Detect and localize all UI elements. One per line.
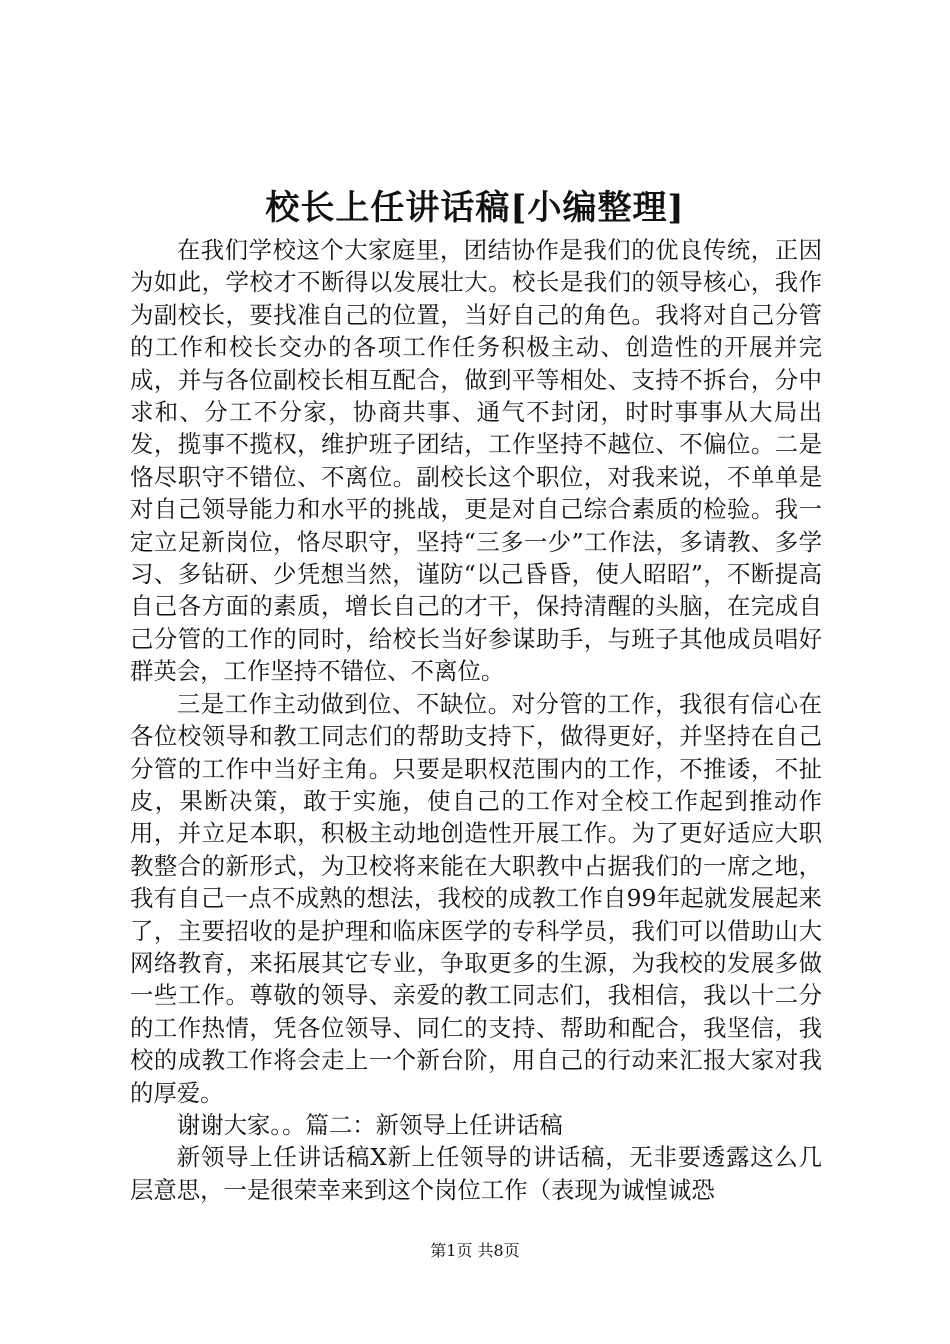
paragraph-1: 在我们学校这个大家庭里，团结协作是我们的优良传统，正因为如此，学校才不断得以发展壮大。校长是我们的领导核心，我作为副校长，要找准自己的位置，当好自己的角色。我将对自己分管的工作和校长交办的各项工作任务积极主动、创造性的开展并完成，并与各位副校长相互配合，做到平等相处、支持不拆台，分中求和、分工不分家，协商共事、通气不封闭，时时事事从大局出发，揽事不揽权，维护班子团结，工作坚持不越位、不偏位。二是恪尽职守不错位、不离位。副校长这个职位，对我来说，不单单是对自己领导能力和水平的挑战，更是对自己综合素质的检验。我一定立足新岗位，恪尽职守，坚持“三多一少”工作法，多请教、多学习、多钻研、少凭想当然，谨防“以己昏昏，使人昭昭”，不断提高自己各方面的素质，增长自己的才干，保持清醒的头脑，在完成自己分管的工作的同时，给校长当好参谋助手，与班子其他成员唱好群英会，工作坚持不错位、不离位。 [130,236,822,686]
paragraph-3: 谢谢大家。。篇二：新领导上任讲话稿 [176,1110,563,1139]
document-body [130,234,822,1206]
paragraph-4: 新领导上任讲话稿X新上任领导的讲话稿，无非要透露这么几层意思，一是很荣幸来到这个岗位工作（表现为诚惶诚恐 [130,1143,822,1204]
document-title: 校长上任讲话稿[小编整理] [265,188,685,228]
paragraph-2: 三是工作主动做到位、不缺位。对分管的工作，我很有信心在各位校领导和教工同志们的帮助支持下，做得更好，并坚持在自己分管的工作中当好主角。只要是职权范围内的工作，不推诿，不扯皮，果断决策，敢于实施，使自己的工作对全校工作起到推动作用，并立足本职，积极主动地创造性开展工作。为了更好适应大职教整合的新形式，为卫校将来能在大职教中占据我们的一席之地，我有自己一点不成熟的想法，我校的成教工作自99年起就发展起来了，主要招收的是护理和临床医学的专科学员，我们可以借助山大网络教育，来拓展其它专业，争取更多的生源，为我校的发展多做一些工作。尊敬的领导、亲爱的教工同志们，我相信，我以十二分的工作热情，凭各位领导、同仁的支持、帮助和配合，我坚信，我校的成教工作将会走上一个新台阶，用自己的行动来汇报大家对我的厚爱。 [130,689,822,1107]
page-footer: 第1页 共8页 [430,1241,520,1260]
